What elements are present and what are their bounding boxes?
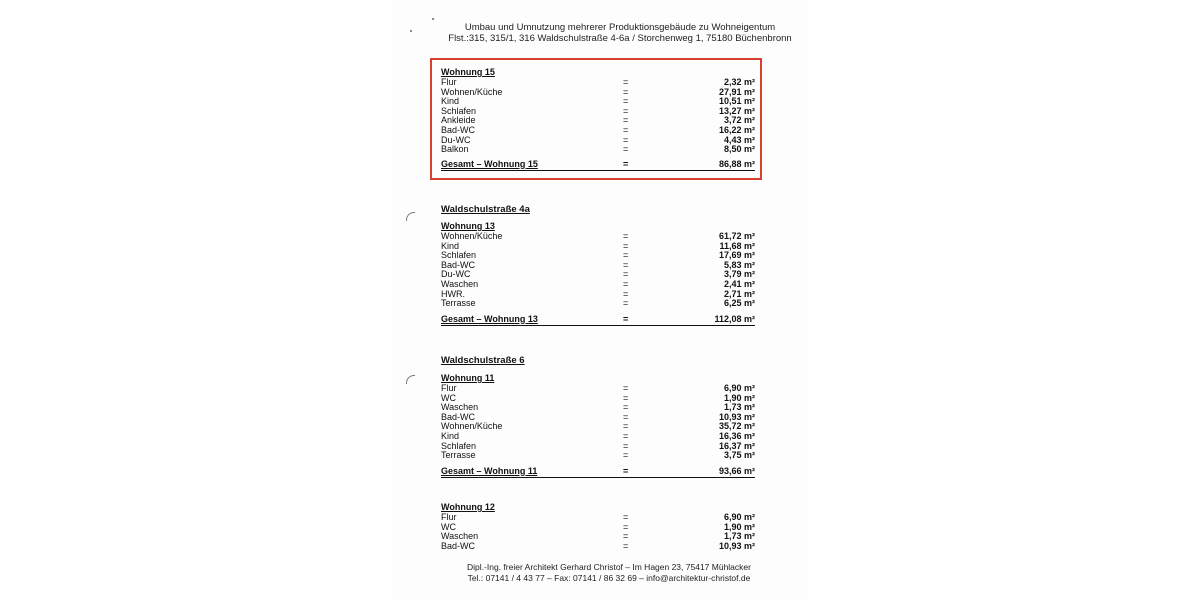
room-label: Schlafen — [441, 105, 477, 116]
equals-sign: = — [623, 240, 629, 251]
area-value: 35,72 m² — [718, 421, 755, 432]
equals-sign: = — [623, 86, 629, 97]
total-value: 112,08 m² — [714, 313, 755, 324]
scan-speck — [432, 18, 434, 20]
room-label: Flur — [441, 512, 457, 522]
area-value: 10,93 m² — [718, 540, 755, 551]
equals-sign: = — [623, 531, 629, 542]
equals-sign: = — [623, 392, 629, 403]
project-address: Flst.:315, 315/1, 316 Waldschulstraße 4-6a / Storchenweg 1, 75180 Büchenbronn — [448, 33, 792, 44]
equals-sign: = — [623, 124, 629, 135]
punch-hole-mark — [406, 212, 415, 221]
room-label: WC — [441, 392, 456, 403]
room-label: Terrasse — [441, 298, 476, 309]
equals-sign: = — [623, 288, 629, 299]
area-value: 6,90 m² — [723, 512, 755, 522]
document-footer — [392, 562, 808, 583]
area-row — [441, 251, 755, 261]
street-heading: Waldschulstraße 6 — [441, 355, 525, 366]
room-label: Du-WC — [441, 269, 471, 280]
highlight-box — [430, 58, 762, 180]
area-value: 1,73 m² — [723, 531, 755, 542]
area-value: 10,51 m² — [718, 96, 755, 107]
equals-sign: = — [623, 383, 629, 393]
equals-sign: = — [623, 465, 629, 476]
area-row — [441, 242, 755, 252]
area-row — [441, 403, 755, 413]
area-row — [441, 280, 755, 290]
apartment-total-row — [441, 466, 755, 478]
total-label: Gesamt – Wohnung 11 — [441, 465, 538, 476]
architect-address: Dipl.-Ing. freier Architekt Gerhard Christof – Im Hagen 23, 75417 Mühlacker — [467, 562, 751, 572]
room-label: Terrasse — [441, 450, 476, 461]
equals-sign: = — [623, 96, 629, 107]
area-row — [441, 422, 755, 432]
total-label: Gesamt – Wohnung 15 — [441, 158, 538, 169]
room-label: HWR. — [441, 288, 465, 299]
equals-sign: = — [623, 105, 629, 116]
equals-sign: = — [623, 115, 629, 126]
area-row — [441, 442, 755, 452]
equals-sign: = — [623, 278, 629, 289]
equals-sign: = — [623, 77, 629, 87]
room-label: Wohnen/Küche — [441, 86, 503, 97]
area-value: 8,50 m² — [723, 144, 755, 155]
area-value: 2,32 m² — [723, 77, 755, 87]
room-label: Kind — [441, 96, 460, 107]
punch-hole-mark — [406, 375, 415, 384]
equals-sign: = — [623, 430, 629, 441]
area-value: 1,90 m² — [723, 521, 755, 532]
room-label: Schlafen — [441, 440, 477, 451]
apartment-13-block — [441, 221, 755, 326]
room-label: Wohnen/Küche — [441, 231, 503, 241]
room-label: Bad-WC — [441, 259, 476, 270]
room-label: Waschen — [441, 402, 479, 413]
room-label: Bad-WC — [441, 411, 476, 422]
area-value: 13,27 m² — [718, 105, 755, 116]
area-value: 3,72 m² — [723, 115, 755, 126]
equals-sign: = — [623, 440, 629, 451]
area-row — [441, 513, 755, 523]
area-row — [441, 299, 755, 309]
area-row — [441, 542, 755, 552]
area-row — [441, 432, 755, 442]
area-value: 4,43 m² — [723, 134, 755, 145]
area-value: 1,90 m² — [723, 392, 755, 403]
room-label: Kind — [441, 240, 460, 251]
area-value: 17,69 m² — [718, 250, 755, 261]
apartment-title: Wohnung 12 — [441, 502, 495, 512]
equals-sign: = — [623, 269, 629, 280]
equals-sign: = — [623, 144, 629, 155]
area-row — [441, 261, 755, 271]
area-row — [441, 394, 755, 404]
total-label: Gesamt – Wohnung 13 — [441, 313, 538, 324]
area-row — [441, 232, 755, 242]
area-value: 3,79 m² — [723, 269, 755, 280]
area-value: 6,90 m² — [723, 383, 755, 393]
area-row — [441, 532, 755, 542]
equals-sign: = — [623, 512, 629, 522]
area-value: 16,37 m² — [718, 440, 755, 451]
room-label: Bad-WC — [441, 540, 476, 551]
area-value: 16,36 m² — [718, 430, 755, 441]
apartment-11-block — [441, 373, 755, 478]
area-value: 61,72 m² — [718, 231, 755, 241]
street-heading-block — [441, 204, 755, 215]
area-row — [441, 384, 755, 394]
street-heading-block — [441, 355, 755, 366]
area-value: 1,73 m² — [723, 402, 755, 413]
area-value: 5,83 m² — [723, 259, 755, 270]
area-value: 3,75 m² — [723, 450, 755, 461]
room-label: Flur — [441, 383, 457, 393]
total-value: 93,66 m² — [718, 465, 755, 476]
area-value: 6,25 m² — [723, 298, 755, 309]
area-value: 11,68 m² — [719, 240, 755, 251]
room-label: Schlafen — [441, 250, 477, 261]
equals-sign: = — [623, 231, 629, 241]
total-value: 86,88 m² — [718, 158, 755, 169]
room-label: Flur — [441, 77, 457, 87]
room-label: Waschen — [441, 278, 479, 289]
equals-sign: = — [623, 450, 629, 461]
equals-sign: = — [623, 402, 629, 413]
equals-sign: = — [623, 250, 629, 261]
area-row — [441, 270, 755, 280]
equals-sign: = — [623, 298, 629, 309]
equals-sign: = — [623, 313, 629, 324]
room-label: Waschen — [441, 531, 479, 542]
area-value: 16,22 m² — [718, 124, 755, 135]
equals-sign: = — [623, 521, 629, 532]
room-label: Balkon — [441, 144, 469, 155]
room-label: Kind — [441, 430, 460, 441]
area-value: 2,71 m² — [723, 288, 755, 299]
area-row — [441, 523, 755, 533]
equals-sign: = — [623, 411, 629, 422]
room-label: WC — [441, 521, 456, 532]
room-label: Ankleide — [441, 115, 476, 126]
area-value: 10,93 m² — [718, 411, 755, 422]
equals-sign: = — [623, 134, 629, 145]
area-row — [441, 290, 755, 300]
street-heading: Waldschulstraße 4a — [441, 204, 530, 215]
apartment-title: Wohnung 13 — [441, 221, 495, 231]
architect-contact: Tel.: 07141 / 4 43 77 – Fax: 07141 / 86 32 69 – info@architektur-christof.de — [467, 572, 751, 583]
apartment-title: Wohnung 15 — [441, 67, 495, 77]
equals-sign: = — [623, 540, 629, 551]
room-label: Wohnen/Küche — [441, 421, 503, 432]
area-value: 27,91 m² — [718, 86, 755, 97]
room-label: Du-WC — [441, 134, 471, 145]
apartment-total-row — [441, 314, 755, 326]
project-title: Umbau und Umnutzung mehrerer Produktionsgebäude zu Wohneigentum — [464, 22, 776, 33]
equals-sign: = — [623, 421, 629, 432]
apartment-title: Wohnung 11 — [441, 373, 495, 383]
equals-sign: = — [623, 158, 629, 169]
room-label: Bad-WC — [441, 124, 476, 135]
apartment-12-block — [441, 502, 755, 551]
area-value: 2,41 m² — [723, 278, 755, 289]
equals-sign: = — [623, 259, 629, 270]
document-header — [392, 22, 808, 44]
area-row — [441, 451, 755, 461]
